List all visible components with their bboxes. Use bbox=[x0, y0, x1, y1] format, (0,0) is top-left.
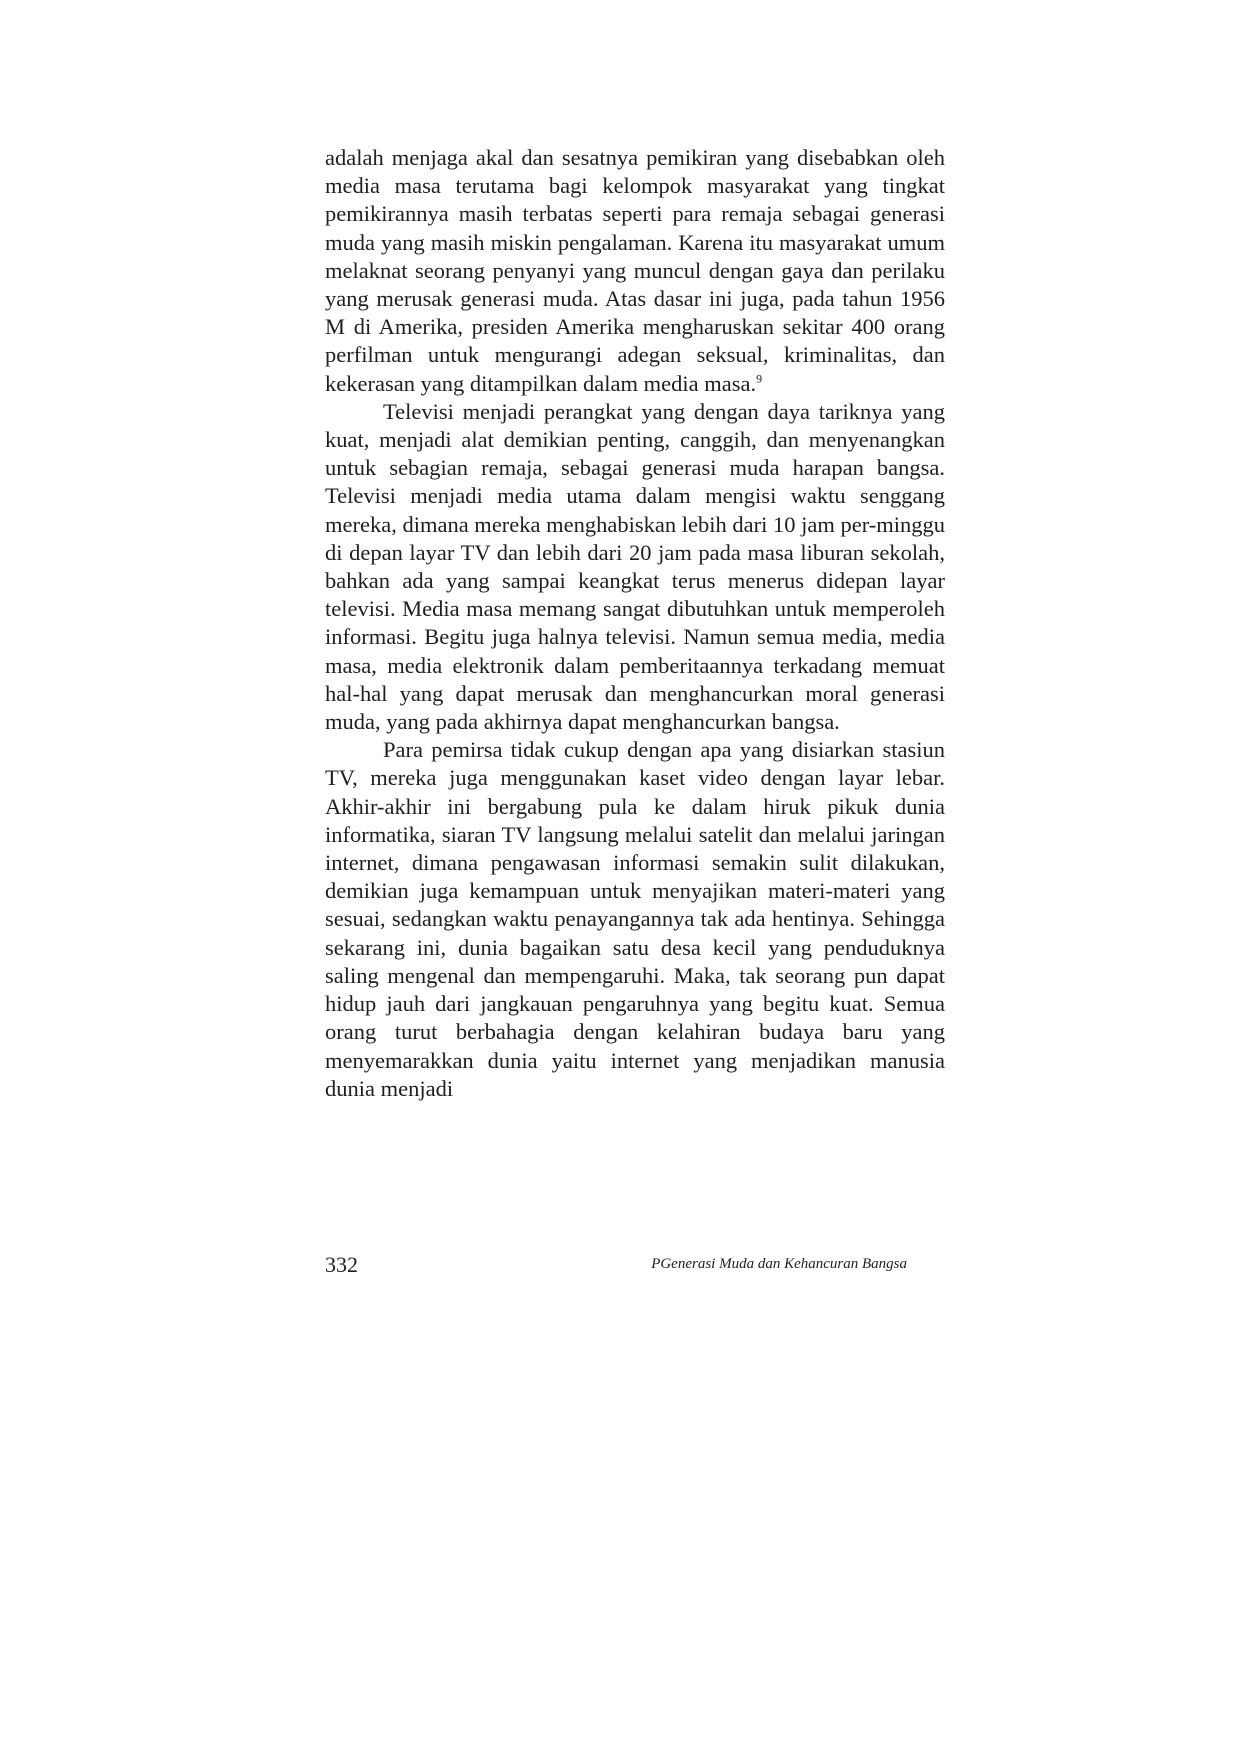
body-text bbox=[325, 144, 945, 1103]
paragraph-1-text: adalah menjaga akal dan sesatnya pemikiran yang disebabkan oleh media masa terutama bagi kelompok masyarakat yang tingkat pemikirannya masih terbatas seperti para remaja sebagai generasi muda yang masih miskin pengalaman. Karena itu masyarakat umum melaknat seorang penyanyi yang muncul dengan gaya dan perilaku yang merusak generasi muda. Atas dasar ini juga, pada tahun 1956 M di Amerika, presiden Amerika mengharuskan sekitar 400 orang perfilman untuk mengurangi adegan seksual, kriminalitas, dan kekerasan yang ditampilkan dalam media masa. bbox=[325, 145, 945, 396]
footnote-reference[interactable]: 9 bbox=[756, 371, 763, 386]
page-number: 332 bbox=[325, 1252, 358, 1277]
page-footer bbox=[325, 1252, 945, 1282]
paragraph-2-text: Televisi menjadi perangkat yang dengan daya tariknya yang kuat, menjadi alat demikian penting, canggih, dan menyenangkan untuk sebagian remaja, sebagai generasi muda harapan bangsa. Televisi menjadi media utama dalam mengisi waktu senggang mereka, dimana mereka menghabiskan lebih dari 10 jam per-minggu di depan layar TV dan lebih dari 20 jam pada masa liburan sekolah, bahkan ada yang sampai keangkat terus menerus didepan layar televisi. Media masa memang sangat dibutuhkan untuk memperoleh informasi. Begitu juga halnya televisi. Namun semua media, media masa, media elektronik dalam pemberitaannya terkadang memuat hal-hal yang dapat merusak dan menghancurkan moral generasi muda, yang pada akhirnya dapat menghancurkan bangsa. bbox=[325, 398, 945, 735]
paragraph-2 bbox=[325, 398, 945, 736]
paragraph-3-text: Para pemirsa tidak cukup dengan apa yang disiarkan stasiun TV, mereka juga menggunakan kaset video dengan layar lebar. Akhir-akhir ini bergabung pula ke dalam hiruk pikuk dunia informatika, siaran TV langsung melalui satelit dan melalui jaringan internet, dimana pengawasan informasi semakin sulit dilakukan, demikian juga kemampuan untuk menyajikan materi-materi yang sesuai, sedangkan waktu penayangannya tak ada hentinya. Sehingga sekarang ini, dunia bagaikan satu desa kecil yang penduduknya saling mengenal dan mempengaruhi. Maka, tak seorang pun dapat hidup jauh dari jangkauan pengaruhnya yang begitu kuat. Semua orang turut berbahagia dengan kelahiran budaya baru yang menyemarakkan dunia yaitu internet yang menjadikan manusia dunia menjadi bbox=[325, 737, 945, 1101]
paragraph-3 bbox=[325, 736, 945, 1103]
running-title: PGenerasi Muda dan Kehancuran Bangsa bbox=[651, 1256, 907, 1272]
paragraph-1 bbox=[325, 144, 945, 398]
